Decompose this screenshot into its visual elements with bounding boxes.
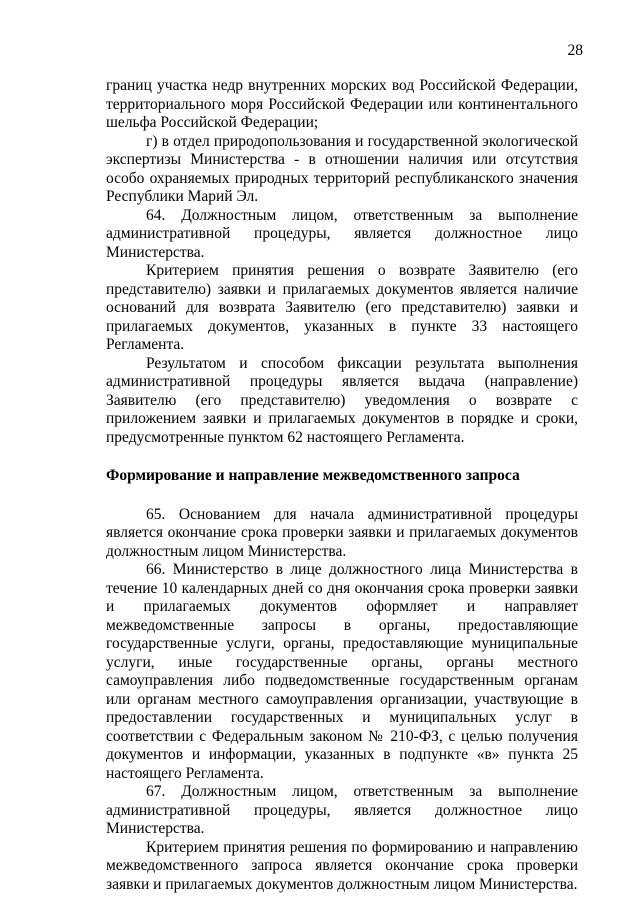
paragraph-subitem-g: г) в отдел природопользования и государственной экологической экспертизы Министерства - в отношении наличия или отсутствия особо охраняемых природных территорий республиканского значения Республики Марий Эл. bbox=[106, 132, 578, 205]
paragraph-67: 67. Должностным лицом, ответственным за выполнение административной процедуры, является должностное лицо Министерства. bbox=[106, 783, 578, 837]
section-heading: Формирование и направление межведомственного запроса bbox=[106, 467, 520, 484]
paragraph-continuation: границ участка недр внутренних морских вод Российской Федерации, территориального моря Российской Федерации или континентального шельфа Российской Федерации; bbox=[106, 77, 578, 131]
paragraph-66: 66. Министерство в лице должностного лица Министерства в течение 10 календарных дней со дня окончания срока проверки заявки и прилагаемых документов оформляет и направляет межведомственные запросы в органы, предоставляющие государственные услуги, органы, предоставляющие муниципальные услуги, иные государственные органы, органы местного самоуправления либо подведомственные государственным органам или органам местного самоуправления организации, участвующие в предоставлении государственных и муниципальных услуг в соответствии с Федеральным законом № 210-ФЗ, с целью получения документов и информации, указанных в подпункте «в» пункта 25 настоящего Регламента. bbox=[106, 561, 578, 782]
paragraph-return-result: Результатом и способом фиксации результата выполнения административной процедуры является выдача (направление) Заявителю (его представителю) уведомления о возврате с приложением заявки и прилагаемых документов в порядке и сроки, предусмотренные пунктом 62 настоящего Регламента. bbox=[106, 354, 578, 446]
paragraph-return-criterion: Критерием принятия решения о возврате Заявителю (его представителю) заявки и прилагаемых документов является наличие оснований для возврата Заявителю (его представителю) заявки и прилагаемых документов, указанных в пункте 33 настоящего Регламента. bbox=[106, 262, 578, 353]
paragraph-65: 65. Основанием для начала административной процедуры является окончание срока проверки заявки и прилагаемых документов должностным лицом Министерства. bbox=[106, 505, 578, 560]
page-number: 28 bbox=[567, 42, 583, 59]
paragraph-request-criterion: Критерием принятия решения по формированию и направлению межведомственного запроса является окончание срока проверки заявки и прилагаемых документов должностным лицом Министерства. bbox=[106, 838, 578, 893]
document-body bbox=[106, 77, 578, 894]
paragraph-64: 64. Должностным лицом, ответственным за выполнение административной процедуры, является должностное лицо Министерства. bbox=[106, 206, 578, 261]
